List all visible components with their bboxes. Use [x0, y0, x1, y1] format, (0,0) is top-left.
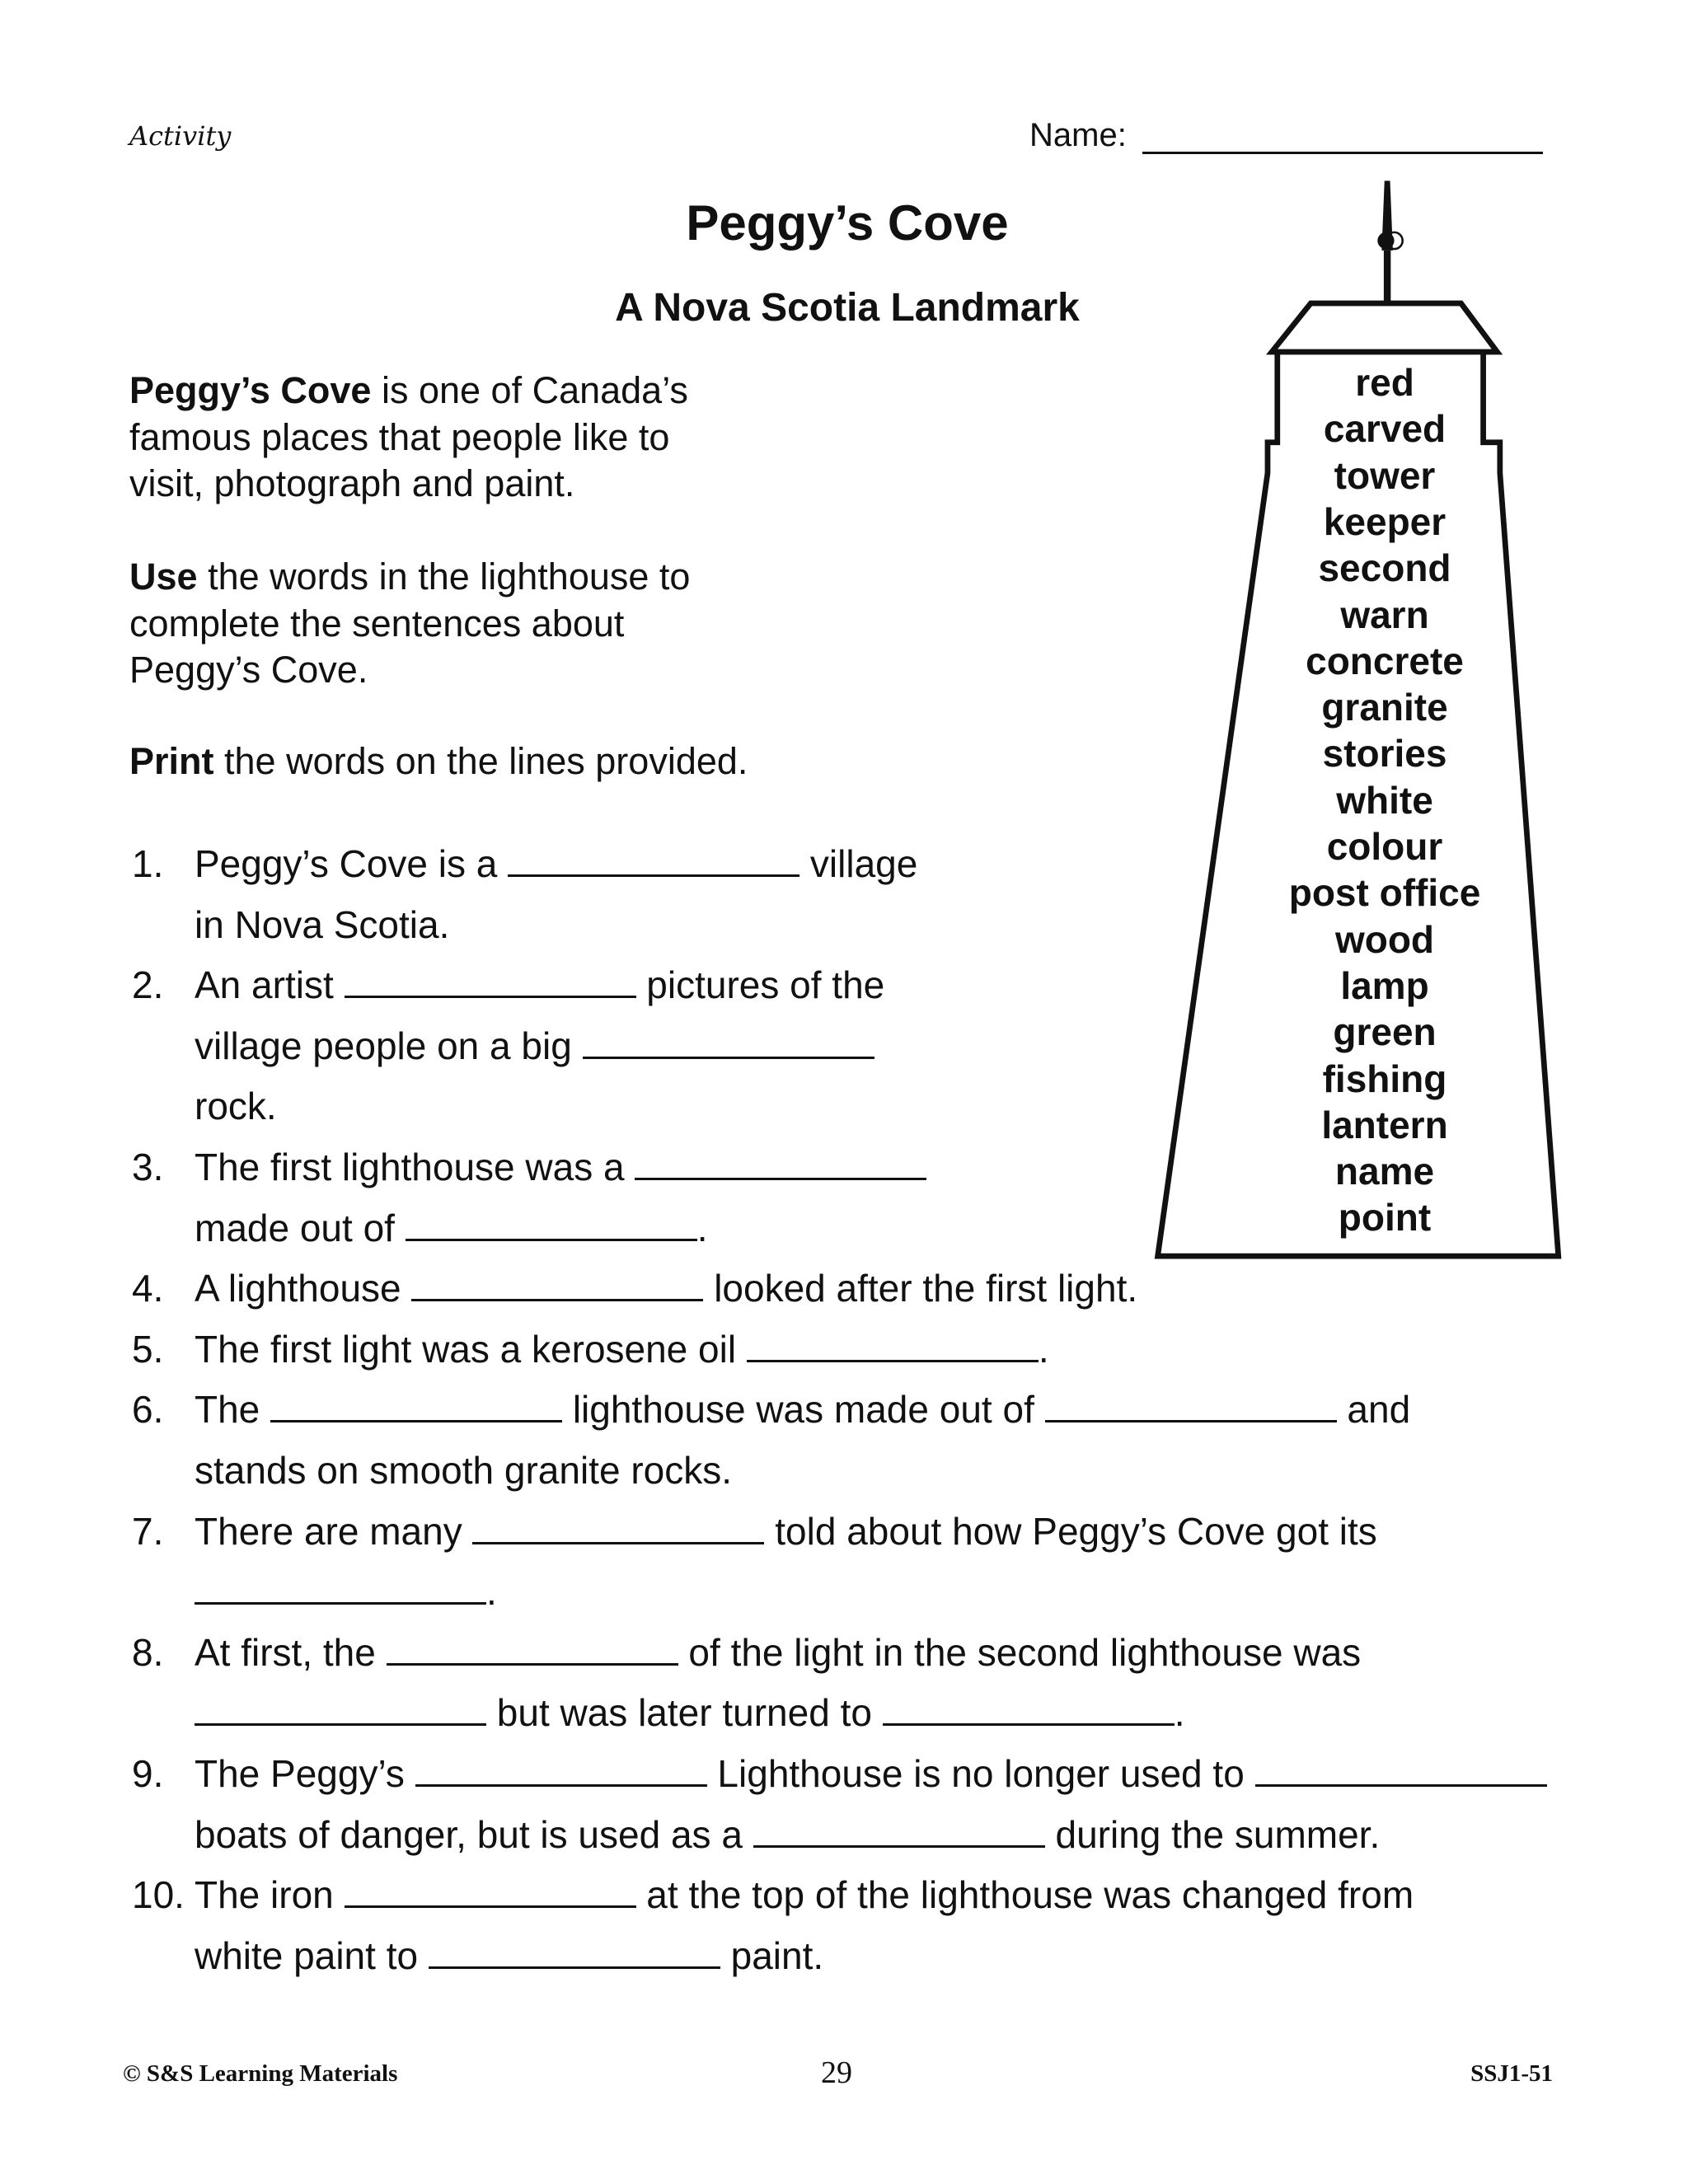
question-text — [195, 1021, 874, 1071]
question-fragment: There are many — [195, 1509, 473, 1553]
instruction-text: famous places that people like to — [129, 415, 670, 458]
word-bank-item: stories — [1322, 732, 1447, 776]
word-bank-item: red — [1355, 361, 1414, 404]
word-bank-item: colour — [1326, 825, 1443, 868]
word-bank-item: granite — [1321, 686, 1448, 729]
question-fragment: pictures of the — [635, 963, 885, 1007]
product-code: SSJ1-51 — [1470, 2060, 1553, 2087]
question-number: 5. — [132, 1327, 164, 1371]
question-fragment: in Nova Scotia. — [195, 902, 450, 946]
question-text — [195, 839, 917, 888]
question-fragment: . — [486, 1570, 497, 1614]
answer-blank[interactable] — [753, 1816, 1045, 1848]
word-bank-item: white — [1336, 778, 1433, 822]
question-fragment: stands on smooth granite rocks. — [195, 1449, 732, 1492]
word-bank-item: lantern — [1321, 1103, 1448, 1146]
answer-blank[interactable] — [345, 966, 636, 998]
question-fragment: paint. — [720, 1933, 824, 1977]
question-number: 9. — [132, 1752, 164, 1795]
question-text — [195, 1810, 1380, 1859]
question-fragment: A lighthouse — [195, 1267, 412, 1310]
answer-blank[interactable] — [1255, 1755, 1547, 1787]
answer-blank[interactable] — [1045, 1390, 1337, 1422]
question-text — [195, 1688, 1185, 1737]
word-bank-item: carved — [1323, 407, 1447, 451]
answer-blank[interactable] — [472, 1512, 764, 1544]
instruction-text: complete the sentences about — [129, 602, 625, 644]
question-fragment: Peggy’s Cove is a — [195, 842, 509, 885]
word-bank-item: wood — [1334, 917, 1435, 961]
answer-blank[interactable] — [387, 1633, 678, 1666]
question-number: 10. — [132, 1873, 185, 1917]
answer-blank[interactable] — [429, 1937, 720, 1969]
page-title: Peggy’s Cove — [686, 195, 1009, 251]
word-bank-item: lamp — [1340, 963, 1429, 1007]
question-number: 6. — [132, 1388, 164, 1432]
question-fragment: At first, the — [195, 1630, 387, 1674]
question-text — [195, 900, 449, 949]
question-fragment: told about how Peggy’s Cove got its — [764, 1509, 1377, 1553]
word-bank-item: fishing — [1322, 1057, 1447, 1100]
question-number: 8. — [132, 1630, 164, 1674]
question-fragment: of the light in the second lighthouse was — [678, 1630, 1362, 1674]
question-number: 4. — [132, 1267, 164, 1310]
question-text — [195, 1749, 1547, 1798]
question-text — [195, 1446, 732, 1495]
answer-blank[interactable] — [883, 1694, 1175, 1726]
answer-blank[interactable] — [195, 1694, 486, 1726]
answer-blank[interactable] — [583, 1027, 874, 1059]
answer-blank[interactable] — [415, 1755, 707, 1787]
question-fragment: . — [696, 1206, 708, 1249]
word-bank-item: warn — [1340, 593, 1429, 636]
question-fragment: lighthouse was made out of — [562, 1388, 1045, 1432]
question-text — [195, 1628, 1361, 1677]
question-number: 2. — [132, 963, 164, 1007]
instruction-text: is one of Canada’s — [371, 369, 688, 411]
question-text — [195, 1385, 1410, 1434]
question-fragment: . — [1038, 1327, 1049, 1371]
question-fragment: village — [799, 842, 918, 885]
word-bank-item: green — [1333, 1010, 1437, 1054]
question-fragment: The iron — [195, 1873, 345, 1917]
answer-blank[interactable] — [747, 1330, 1039, 1362]
publisher-credit: © S&S Learning Materials — [123, 2060, 398, 2087]
question-fragment: rock. — [195, 1085, 277, 1128]
instruction-keyword: Peggy’s Cove — [129, 369, 372, 411]
question-fragment: and — [1336, 1388, 1411, 1432]
question-fragment: during the summer. — [1044, 1812, 1381, 1856]
question-text — [195, 960, 884, 1010]
instruction-keyword: Use — [129, 555, 198, 598]
answer-blank[interactable] — [411, 1269, 703, 1301]
answer-blank[interactable] — [195, 1572, 486, 1605]
instruction-text: the words in the lighthouse to — [197, 555, 691, 598]
question-text — [195, 1931, 823, 1980]
question-number: 1. — [132, 842, 164, 885]
question-fragment: The first lighthouse was a — [195, 1146, 635, 1188]
question-text — [195, 1081, 277, 1131]
question-fragment: The first light was a kerosene oil — [195, 1327, 747, 1371]
question-fragment: An artist — [195, 963, 345, 1007]
question-text — [195, 1263, 1137, 1313]
answer-blank[interactable] — [508, 845, 799, 877]
word-bank-item: second — [1318, 546, 1451, 590]
instruction-keyword: Print — [129, 740, 214, 782]
question-text — [195, 1142, 926, 1192]
word-bank-item: tower — [1334, 453, 1436, 497]
activity-label: Activity — [129, 120, 232, 152]
word-bank-item: concrete — [1306, 639, 1464, 682]
question-text — [195, 1507, 1377, 1556]
instruction-text: visit, photograph and paint. — [129, 462, 575, 504]
question-fragment: village people on a big — [195, 1024, 583, 1067]
answer-blank[interactable] — [345, 1876, 636, 1908]
question-text — [195, 1870, 1414, 1919]
word-bank-item: keeper — [1323, 499, 1447, 543]
question-fragment: . — [1174, 1691, 1185, 1735]
instruction-text: Peggy’s Cove. — [129, 649, 368, 691]
name-label: Name: — [1029, 117, 1127, 153]
question-fragment: boats of danger, but is used as a — [195, 1812, 753, 1856]
question-fragment: white paint to — [195, 1933, 429, 1977]
word-bank-item: name — [1334, 1150, 1435, 1193]
instruction-text: the words on the lines provided. — [213, 740, 748, 782]
page-number: 29 — [821, 2055, 852, 2090]
answer-blank[interactable] — [270, 1390, 562, 1422]
question-text — [195, 1324, 1049, 1374]
question-fragment: Lighthouse is no longer used to — [706, 1752, 1255, 1795]
question-fragment: The — [195, 1388, 271, 1432]
question-number: 3. — [132, 1146, 164, 1188]
word-bank-item: point — [1338, 1196, 1432, 1240]
question-number: 7. — [132, 1509, 164, 1553]
answer-blank[interactable] — [406, 1209, 697, 1241]
question-text — [195, 1567, 497, 1616]
question-fragment: made out of — [195, 1206, 406, 1249]
page-subtitle: A Nova Scotia Landmark — [615, 286, 1080, 330]
word-bank-item: post office — [1288, 871, 1481, 915]
answer-blank[interactable] — [635, 1148, 926, 1180]
question-text — [195, 1203, 708, 1253]
question-fragment: at the top of the lighthouse was changed from — [635, 1873, 1414, 1917]
question-fragment: looked after the first light. — [703, 1267, 1138, 1310]
question-fragment: but was later turned to — [486, 1691, 883, 1735]
question-fragment: The Peggy’s — [195, 1752, 415, 1795]
